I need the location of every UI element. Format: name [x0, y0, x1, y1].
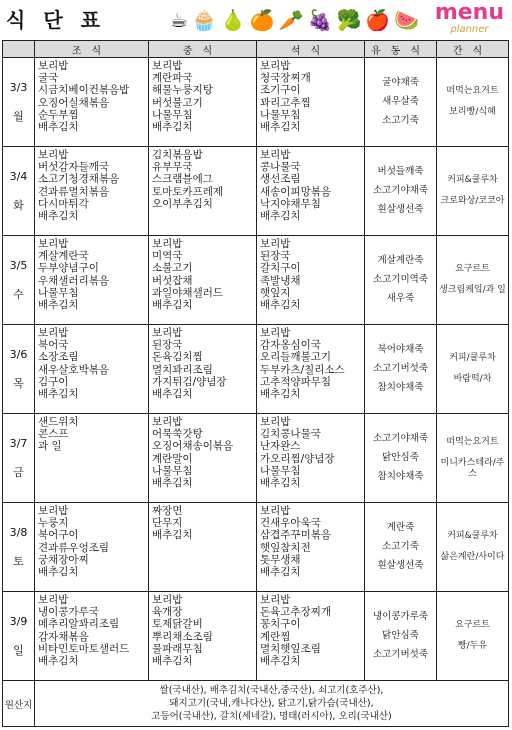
date-label: 3/4	[9, 169, 28, 183]
menu-item: 톳무생채	[260, 553, 301, 566]
breakfast-cell	[35, 236, 149, 325]
menu-item: 삼겹주꾸미볶음	[260, 529, 332, 542]
menu-item: 참치야채죽	[377, 471, 424, 482]
menu-item: 콩나물국	[260, 161, 301, 174]
dinner-cell	[257, 414, 365, 503]
day-cell	[3, 414, 35, 503]
dinner-cell	[257, 503, 365, 592]
menu-item: 물파래무침	[152, 642, 203, 655]
menu-item: 두부카츠/칠리소스	[260, 363, 345, 376]
weekday-label: 수	[13, 287, 24, 301]
menu-item: 족발냉채	[260, 274, 301, 287]
menu-item: 청국장찌개	[260, 72, 311, 85]
menu-item: 궁채장아찌	[38, 553, 89, 566]
menu-item: 보리밥	[260, 327, 291, 339]
menu-item: 새우살죽	[382, 96, 419, 107]
snack-cell	[437, 503, 509, 592]
liquid-cell	[365, 58, 437, 147]
menu-item: 배추김치	[38, 565, 79, 578]
menu-item: 크로와상/코코아	[440, 196, 505, 206]
menu-item: 난자완스	[260, 440, 301, 453]
snack-cell	[437, 325, 509, 414]
lunch-cell	[149, 503, 257, 592]
day-cell	[3, 58, 35, 147]
menu-item: 배추김치	[38, 298, 79, 311]
menu-item: 누룽지	[38, 517, 69, 530]
menu-item: 배추김치	[260, 209, 301, 222]
menu-item: 멸치꽈리조림	[152, 363, 213, 376]
menu-item: 흰살생선죽	[377, 560, 424, 571]
menu-item: 버섯감자들깨국	[38, 161, 110, 174]
menu-item: 토제닭갈비	[152, 618, 203, 631]
menu-item: 건새우아욱국	[260, 517, 321, 530]
dinner-cell	[257, 147, 365, 236]
snack-cell	[437, 236, 509, 325]
menu-item: 생선조림	[260, 173, 301, 186]
dinner-cell	[257, 325, 365, 414]
menu-item: 보리밥	[38, 327, 69, 339]
menu-item: 소고기버섯죽	[372, 363, 429, 374]
menu-item: 우채샐러리볶음	[38, 274, 110, 287]
date-label: 3/6	[9, 347, 28, 361]
menu-item: 계란파국	[152, 72, 193, 85]
menu-item: 소고기버섯죽	[372, 649, 429, 660]
menu-item: 가지튀김/양념장	[152, 375, 227, 388]
menu-item: 버섯들깨죽	[377, 166, 424, 177]
menu-item: 보리밥	[260, 238, 291, 250]
menu-item: 고추적양파무침	[260, 375, 332, 388]
date-label: 3/8	[9, 525, 28, 539]
menu-item: 나물무침	[152, 464, 193, 477]
weekday-label: 토	[13, 554, 24, 568]
food-icons: ☕🧁🍐🍊🥕🍇🥦🍎🍉	[170, 8, 424, 32]
menu-item: 냉이콩가루국	[38, 606, 99, 619]
header	[0, 0, 512, 40]
menu-item: 육개장	[152, 606, 183, 619]
lunch-cell	[149, 147, 257, 236]
menu-item: 해물누룽지탕	[152, 84, 213, 97]
lunch-cell	[149, 325, 257, 414]
menu-item: 보리밥	[152, 60, 183, 72]
menu-item: 다시마튀각	[38, 197, 89, 210]
menu-item: 흰살생선죽	[377, 204, 424, 215]
menu-item: 요구르트	[455, 620, 490, 630]
menu-item: 김치볶음밥	[152, 149, 203, 161]
menu-item: 배추김치	[260, 565, 301, 578]
menu-item: 배추김치	[260, 298, 301, 311]
menu-item: 나물무침	[152, 108, 193, 121]
liquid-cell	[365, 325, 437, 414]
weekday-label: 월	[13, 109, 24, 123]
day-cell	[3, 147, 35, 236]
menu-item: 배추김치	[152, 529, 193, 542]
menu-item: 버섯불고기	[152, 96, 203, 109]
menu-item: 보리밥	[38, 238, 69, 250]
menu-item: 커피&쿨루차	[447, 175, 498, 185]
menu-item: 오이부추김치	[152, 197, 213, 210]
menu-item: 콘스프	[38, 428, 69, 441]
menu-item: 계란말이	[152, 452, 193, 465]
menu-item: 견과류우엉조림	[38, 541, 110, 554]
snack-cell	[437, 592, 509, 681]
menu-item: 배추김치	[38, 654, 79, 667]
date-label: 3/9	[9, 614, 28, 628]
menu-item: 보리밥	[38, 60, 69, 72]
menu-item: 오징어실채볶음	[38, 96, 110, 109]
col-header-lunch: 중식	[149, 41, 257, 58]
menu-item: 미역국	[152, 250, 183, 263]
breakfast-cell	[35, 592, 149, 681]
date-label: 3/5	[9, 258, 28, 272]
dinner-cell	[257, 58, 365, 147]
brand-sub: planner	[450, 24, 489, 35]
day-row	[3, 58, 509, 147]
menu-item: 떠먹는요거트	[446, 436, 499, 447]
menu-item: 요구르트	[455, 264, 490, 274]
menu-item: 감자채볶음	[38, 630, 89, 643]
menu-item: 배추김치	[38, 120, 79, 133]
menu-item: 배추김치	[152, 298, 193, 311]
col-header-snack: 간식	[437, 41, 509, 58]
weekday-label: 화	[13, 198, 24, 212]
menu-item: 갈치구이	[260, 262, 301, 275]
menu-item: 배추김치	[38, 387, 79, 400]
day-row	[3, 147, 509, 236]
liquid-cell	[365, 503, 437, 592]
menu-item: 보리밥	[260, 60, 291, 72]
lunch-cell	[149, 58, 257, 147]
lunch-cell	[149, 414, 257, 503]
menu-item: 보리밥	[260, 594, 291, 606]
day-cell	[3, 325, 35, 414]
menu-item: 커피&쿨루차	[447, 531, 498, 541]
menu-item: 나물무침	[260, 464, 301, 477]
brand-main: menu	[434, 0, 504, 25]
menu-item: 배추김치	[260, 120, 301, 133]
menu-item: 계란죽	[386, 522, 415, 533]
origin-line: 돼지고기(국내,캐나다산), 닭고기,닭가슴(국내산),	[169, 698, 374, 709]
menu-item: 감자옹심이국	[260, 339, 321, 352]
menu-item: 빵/두유	[457, 641, 488, 651]
menu-item: 배추김치	[152, 387, 193, 400]
menu-item: 토마토카프레제	[152, 185, 224, 198]
menu-item: 소고기죽	[382, 115, 419, 126]
origin-row	[3, 681, 509, 727]
menu-item: 참치야채죽	[377, 382, 424, 393]
day-row	[3, 592, 509, 681]
menu-item: 짜장면	[152, 505, 183, 517]
menu-item: 떠먹는요거트	[446, 86, 499, 96]
page-title: 식단표	[6, 8, 118, 32]
menu-item: 김구이	[38, 375, 69, 388]
menu-item: 된장국	[152, 339, 183, 352]
menu-item: 가오리찜/양념장	[260, 452, 335, 465]
menu-item: 커피/쿨루차	[449, 353, 496, 363]
menu-item: 닭안심죽	[382, 630, 419, 641]
dinner-cell	[257, 236, 365, 325]
menu-item: 배추김치	[38, 209, 79, 222]
menu-item: 낙지야채무침	[260, 197, 321, 210]
menu-item: 단무지	[152, 517, 183, 530]
breakfast-cell	[35, 58, 149, 147]
day-row	[3, 414, 509, 503]
menu-item: 나물무침	[38, 286, 79, 299]
col-header-date	[3, 41, 35, 58]
date-label: 3/7	[9, 436, 28, 450]
origin-line: 고등어(국내산), 갈치(세네갈), 명태(러시아), 오리(국내산)	[151, 711, 392, 722]
menu-item: 꽈리고추찜	[260, 96, 311, 109]
menu-item: 오리들깨불고기	[260, 351, 332, 364]
breakfast-cell	[35, 414, 149, 503]
menu-item: 보리밥	[152, 238, 183, 250]
lunch-cell	[149, 592, 257, 681]
breakfast-cell	[35, 503, 149, 592]
lunch-cell	[149, 236, 257, 325]
menu-item: 삶은계란/사이다	[440, 552, 505, 562]
menu-item: 시금치베이컨볶음밥	[38, 84, 130, 97]
menu-item: 조기구이	[260, 84, 301, 97]
menu-item: 과 일	[38, 440, 62, 453]
menu-item: 샌드위치	[38, 416, 79, 428]
menu-item: 소고기미역죽	[372, 274, 429, 285]
breakfast-cell	[35, 325, 149, 414]
menu-item: 보리빵/식혜	[449, 107, 496, 117]
day-cell	[3, 236, 35, 325]
menu-item: 나물무침	[260, 108, 301, 121]
menu-item: 닭안심죽	[382, 452, 419, 463]
day-row	[3, 503, 509, 592]
menu-item: 냉이콩가루죽	[372, 611, 429, 622]
menu-item: 북어국	[38, 339, 69, 352]
day-cell	[3, 503, 35, 592]
col-header-liquid: 유동식	[365, 41, 437, 58]
menu-item: 보리밥	[38, 594, 69, 606]
breakfast-cell	[35, 147, 149, 236]
menu-item: 배추김치	[260, 387, 301, 400]
menu-item: 배추김치	[152, 476, 193, 489]
menu-item: 멸치햇잎조림	[260, 642, 321, 655]
menu-item: 바람떡/차	[453, 374, 492, 384]
menu-item: 새우살호박볶음	[38, 363, 110, 376]
menu-item: 계살계란국	[38, 250, 89, 263]
menu-item: 유부무국	[152, 161, 193, 174]
menu-item: 소고기야채죽	[372, 433, 429, 444]
menu-item: 비타민토마토샐러드	[38, 642, 130, 655]
menu-item: 메추리알꽈리조림	[38, 618, 120, 631]
menu-item: 돈육고추장찌개	[260, 606, 332, 619]
menu-item: 보리밥	[260, 149, 291, 161]
menu-item: 보리밥	[38, 505, 69, 517]
menu-item: 보리밥	[152, 416, 183, 428]
menu-item: 스크램블에그	[152, 173, 213, 186]
liquid-cell	[365, 147, 437, 236]
menu-item: 오징어채송이볶음	[152, 440, 234, 453]
snack-cell	[437, 414, 509, 503]
menu-item: 보리밥	[260, 505, 291, 517]
menu-item: 배추김치	[260, 654, 301, 667]
origin-label: 원산지	[3, 681, 35, 727]
menu-item: 견과류멸치볶음	[38, 185, 110, 198]
menu-table	[2, 40, 509, 727]
menu-item: 굴국	[38, 72, 59, 85]
menu-item: 소고기죽	[382, 541, 419, 552]
menu-item: 보리밥	[38, 149, 69, 161]
menu-item: 된장국	[260, 250, 291, 263]
menu-item: 꽁치구이	[260, 618, 301, 631]
menu-item: 계란찜	[260, 630, 291, 643]
menu-item: 미니카스테라/주스	[440, 457, 505, 479]
weekday-label: 일	[13, 643, 24, 657]
menu-item: 돈육김치찜	[152, 351, 203, 364]
menu-item: 게살계란죽	[377, 255, 424, 266]
snack-cell	[437, 147, 509, 236]
menu-item: 햇잎지	[260, 286, 291, 299]
liquid-cell	[365, 592, 437, 681]
header-row	[3, 41, 509, 58]
menu-item: 소장조림	[38, 351, 79, 364]
menu-item: 북어야채죽	[377, 344, 424, 355]
menu-item: 순두부찜	[38, 108, 79, 121]
menu-item: 보리밥	[152, 327, 183, 339]
menu-item: 북어구이	[38, 529, 79, 542]
menu-item: 소고기청경채볶음	[38, 173, 120, 186]
day-row	[3, 236, 509, 325]
snack-cell	[437, 58, 509, 147]
menu-item: 새우죽	[386, 293, 415, 304]
menu-item: 뿌리채소조림	[152, 630, 213, 643]
menu-item: 소불고기	[152, 262, 193, 275]
date-label: 3/3	[9, 80, 28, 94]
menu-item: 햇잎참치전	[260, 541, 311, 554]
menu-item: 어묵쑥갓탕	[152, 428, 203, 441]
menu-item: 보리밥	[260, 416, 291, 428]
menu-item: 배추김치	[152, 654, 193, 667]
menu-item: 소고기야채죽	[372, 185, 429, 196]
day-cell	[3, 592, 35, 681]
weekday-label: 금	[13, 465, 24, 479]
menu-item: 배추김치	[260, 476, 301, 489]
menu-item: 새송이피망볶음	[260, 185, 332, 198]
menu-item: 배추김치	[152, 120, 193, 133]
day-row	[3, 325, 509, 414]
menu-item: 과일야채샐러드	[152, 286, 224, 299]
menu-item: 생크림케잌/과 일	[439, 285, 506, 295]
menu-item: 버섯잡채	[152, 274, 193, 287]
dinner-cell	[257, 592, 365, 681]
brand-logo	[435, 2, 504, 36]
origin-text	[35, 681, 509, 727]
menu-item: 굴야채죽	[382, 77, 419, 88]
origin-line: 쌀(국내산), 배추김치(국내산,중국산), 쇠고기(호주산),	[159, 685, 384, 696]
col-header-breakfast: 조식	[35, 41, 149, 58]
menu-item: 보리밥	[152, 594, 183, 606]
weekday-label: 목	[13, 376, 24, 390]
menu-item: 두부양념구이	[38, 262, 99, 275]
menu-item: 김치콩나물국	[260, 428, 321, 441]
col-header-dinner: 석식	[257, 41, 365, 58]
liquid-cell	[365, 414, 437, 503]
liquid-cell	[365, 236, 437, 325]
